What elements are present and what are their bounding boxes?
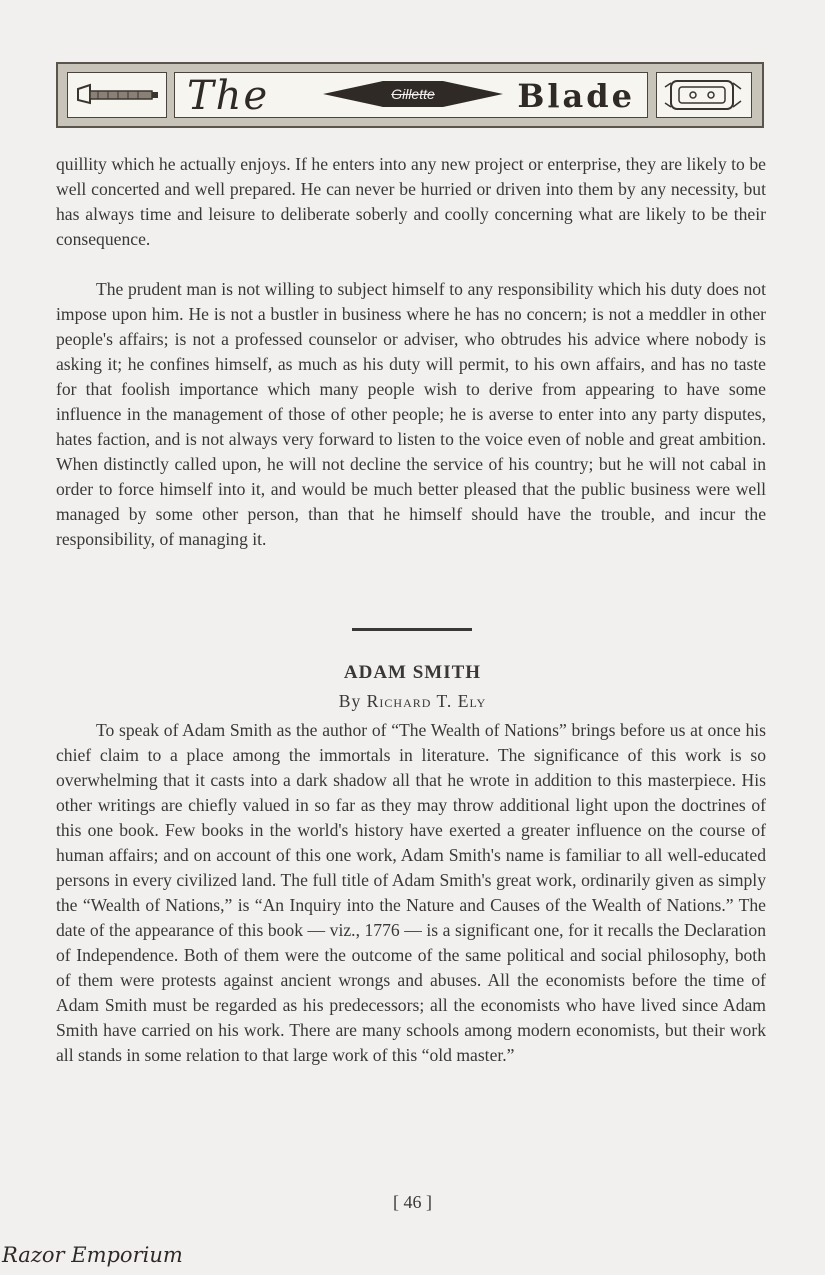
- article-title: ADAM SMITH: [343, 662, 482, 683]
- razor-illustration: [67, 72, 167, 118]
- paragraph-prudent-man: The prudent man is not willing to subject himself to any responsibility which his duty does not impose upon him. He is not a bustler in business where he has no concern; is not a meddler in other people's affairs; is not a professed counselor or adviser, who obtrudes his advice where nobody is asking it; he confines himself, as much as his duty will permit, to his own affairs, and has no taste for that foolish importance which many people wish to derive from appearing to have some influence in the management of those of other people; he is averse to enter into any party disputes, hates faction, and is not always very forward to listen to the voice even of noble and great ambition. When distinctly called upon, he will not decline the service of his country; but he will not cabal in order to force himself into it, and would be much better pleased that the public business were well managed by some other person, than that he himself should have the trouble, and incur the responsibility, of managing it.: [56, 279, 766, 549]
- page-number: [ 46 ]: [393, 1192, 432, 1212]
- razor-icon: [68, 73, 165, 116]
- paragraph-continuation: quillity which he actually enjoys. If he enters into any new project or enterprise, they are likely to be well concerted and well prepared. He can never be hurried or driven into them by any necessity, but has always time and leisure to deliberate soberly and coolly concerning what are likely to be their consequence.: [56, 154, 766, 249]
- gillette-logo: [323, 79, 503, 109]
- blade-icon: [657, 73, 750, 116]
- masthead-title-the: The: [187, 73, 270, 119]
- masthead-title-blade: Blade: [517, 77, 635, 115]
- gillette-logo-text: Gillette: [391, 86, 435, 102]
- section-divider: [352, 628, 472, 631]
- byline-author: Richard T. Ely: [366, 691, 487, 711]
- blade-illustration: [656, 72, 752, 118]
- byline-prefix: By: [338, 691, 362, 711]
- masthead-title-box: [174, 72, 648, 118]
- watermark: Razor Emporium: [2, 1243, 183, 1267]
- paragraph-adam-smith: To speak of Adam Smith as the author of “The Wealth of Nations” brings before us at once his chief claim to a place among the immortals in literature. The significance of this work is so overwhelming that it casts into a dark shadow all that he wrote in addition to this masterpiece. His other writings are chiefly valued in so far as they may throw additional light upon the doctrines of this one book. Few books in the world's history have exerted a greater influence on the course of human affairs; and on account of this one work, Adam Smith's name is familiar to all well-educated persons in every civilized land. The full title of Adam Smith's great work, ordinarily given as simply the “Wealth of Nations,” is “An Inquiry into the Nature and Causes of the Wealth of Nations.” The date of the appearance of this book — viz., 1776 — is a significant one, for it recalls the Declaration of Independence. Both of them were the outcome of the same political and social philosophy, both of them were protests against ancient wrongs and abuses. All the economists before the time of Adam Smith must be regarded as his predecessors; all the economists who have lived since Adam Smith have carried on his work. There are many schools among modern economists, but their work all stands in some relation to that large work of this “old master.”: [56, 720, 766, 1065]
- article-byline: [0, 691, 825, 712]
- masthead: [56, 62, 764, 128]
